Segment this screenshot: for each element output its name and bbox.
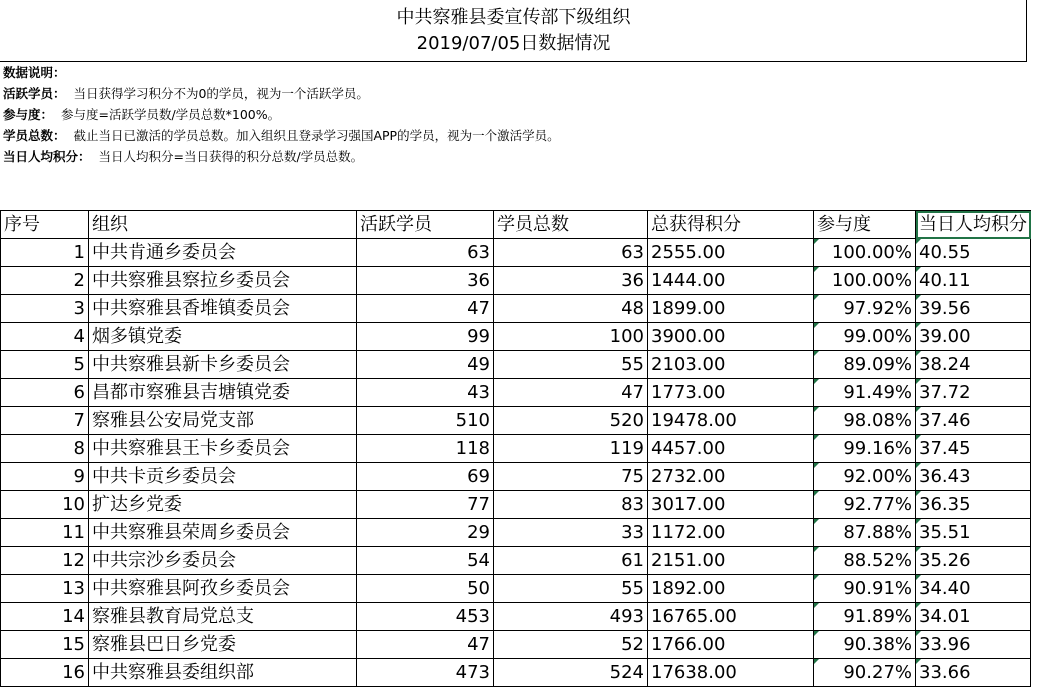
cell-org[interactable]: 中共察雅县香堆镇委员会 <box>89 295 357 323</box>
cell-active[interactable]: 36 <box>357 267 494 295</box>
cell-index[interactable]: 8 <box>1 435 89 463</box>
data-notes <box>3 62 560 167</box>
cell-avg[interactable]: 35.51 <box>916 519 1031 547</box>
cell-rate[interactable]: 88.52% <box>814 547 916 575</box>
cell-rate[interactable]: 87.88% <box>814 519 916 547</box>
col-header-points[interactable]: 总获得积分 <box>648 211 814 239</box>
cell-active[interactable]: 99 <box>357 323 494 351</box>
report-date: 2019/07/05日数据情况 <box>416 33 611 54</box>
cell-org[interactable]: 中共宗沙乡委员会 <box>89 547 357 575</box>
cell-total[interactable]: 493 <box>494 603 648 631</box>
cell-avg[interactable]: 40.55 <box>916 239 1031 267</box>
cell-active[interactable]: 49 <box>357 351 494 379</box>
cell-rate[interactable]: 91.49% <box>814 379 916 407</box>
cell-avg[interactable]: 37.72 <box>916 379 1031 407</box>
cell-total[interactable]: 33 <box>494 519 648 547</box>
cell-points[interactable]: 4457.00 <box>648 435 814 463</box>
note-participation: 参与度： 参与度=活跃学员数/学员总数*100%。 <box>3 107 281 122</box>
cell-index[interactable]: 1 <box>1 239 89 267</box>
cell-points[interactable]: 3017.00 <box>648 491 814 519</box>
cell-avg[interactable]: 36.43 <box>916 463 1031 491</box>
cell-index[interactable]: 13 <box>1 575 89 603</box>
table-row <box>1 463 1031 491</box>
cell-rate[interactable]: 92.77% <box>814 491 916 519</box>
cell-org[interactable]: 察雅县公安局党支部 <box>89 407 357 435</box>
cell-org[interactable]: 中共察雅县阿孜乡委员会 <box>89 575 357 603</box>
col-header-org[interactable]: 组织 <box>89 211 357 239</box>
cell-active[interactable]: 54 <box>357 547 494 575</box>
cell-rate[interactable]: 89.09% <box>814 351 916 379</box>
cell-avg[interactable]: 33.66 <box>916 659 1031 687</box>
cell-active[interactable]: 118 <box>357 435 494 463</box>
cell-active[interactable]: 43 <box>357 379 494 407</box>
cell-rate[interactable]: 99.16% <box>814 435 916 463</box>
cell-index[interactable]: 4 <box>1 323 89 351</box>
cell-index[interactable]: 14 <box>1 603 89 631</box>
cell-avg[interactable]: 40.11 <box>916 267 1031 295</box>
cell-total[interactable]: 75 <box>494 463 648 491</box>
cell-points[interactable]: 16765.00 <box>648 603 814 631</box>
table-row <box>1 491 1031 519</box>
cell-points[interactable]: 2732.00 <box>648 463 814 491</box>
cell-active[interactable]: 510 <box>357 407 494 435</box>
cell-active[interactable]: 69 <box>357 463 494 491</box>
note-avg: 当日人均积分： 当日人均积分=当日获得的积分总数/学员总数。 <box>3 149 364 164</box>
cell-total[interactable]: 55 <box>494 575 648 603</box>
cell-active[interactable]: 473 <box>357 659 494 687</box>
cell-avg[interactable]: 34.40 <box>916 575 1031 603</box>
table-row <box>1 631 1031 659</box>
cell-active[interactable]: 47 <box>357 631 494 659</box>
cell-active[interactable]: 47 <box>357 295 494 323</box>
cell-active[interactable]: 77 <box>357 491 494 519</box>
col-header-index[interactable]: 序号 <box>1 211 89 239</box>
cell-org[interactable]: 察雅县巴日乡党委 <box>89 631 357 659</box>
cell-total[interactable]: 119 <box>494 435 648 463</box>
cell-rate[interactable]: 91.89% <box>814 603 916 631</box>
table-row <box>1 575 1031 603</box>
data-table <box>0 210 1031 687</box>
cell-index[interactable]: 3 <box>1 295 89 323</box>
header-row <box>1 211 1031 239</box>
cell-points[interactable]: 2151.00 <box>648 547 814 575</box>
table-row <box>1 519 1031 547</box>
cell-points[interactable]: 2555.00 <box>648 239 814 267</box>
table-row <box>1 603 1031 631</box>
cell-rate[interactable]: 98.08% <box>814 407 916 435</box>
cell-avg[interactable]: 39.00 <box>916 323 1031 351</box>
cell-rate[interactable]: 90.38% <box>814 631 916 659</box>
cell-total[interactable]: 63 <box>494 239 648 267</box>
cell-index[interactable]: 16 <box>1 659 89 687</box>
table-row <box>1 659 1031 687</box>
cell-total[interactable]: 520 <box>494 407 648 435</box>
cell-avg[interactable]: 34.01 <box>916 603 1031 631</box>
cell-org[interactable]: 中共察雅县荣周乡委员会 <box>89 519 357 547</box>
table-row <box>1 379 1031 407</box>
note-active: 活跃学员： 当日获得学习积分不为0的学员，视为一个活跃学员。 <box>3 86 369 101</box>
col-header-total[interactable]: 学员总数 <box>494 211 648 239</box>
cell-total[interactable]: 47 <box>494 379 648 407</box>
cell-rate[interactable]: 90.27% <box>814 659 916 687</box>
col-header-avg-selected[interactable]: 当日人均积分 <box>916 211 1031 239</box>
table-row <box>1 323 1031 351</box>
cell-active[interactable]: 29 <box>357 519 494 547</box>
cell-active[interactable]: 63 <box>357 239 494 267</box>
cell-avg[interactable]: 33.96 <box>916 631 1031 659</box>
cell-rate[interactable]: 92.00% <box>814 463 916 491</box>
cell-rate[interactable]: 100.00% <box>814 239 916 267</box>
notes-heading: 数据说明： <box>3 65 66 80</box>
cell-rate[interactable]: 100.00% <box>814 267 916 295</box>
table-row <box>1 267 1031 295</box>
col-header-rate[interactable]: 参与度 <box>814 211 916 239</box>
cell-org[interactable]: 昌都市察雅县吉塘镇党委 <box>89 379 357 407</box>
cell-points[interactable]: 19478.00 <box>648 407 814 435</box>
report-title: 中共察雅县委宣传部下级组织 <box>396 7 631 28</box>
cell-org[interactable]: 中共察雅县委组织部 <box>89 659 357 687</box>
cell-avg[interactable]: 37.45 <box>916 435 1031 463</box>
table-row <box>1 407 1031 435</box>
table-row <box>1 547 1031 575</box>
cell-index[interactable]: 11 <box>1 519 89 547</box>
cell-rate[interactable]: 99.00% <box>814 323 916 351</box>
col-header-active[interactable]: 活跃学员 <box>357 211 494 239</box>
cell-org[interactable]: 中共察雅县新卡乡委员会 <box>89 351 357 379</box>
cell-points[interactable]: 1773.00 <box>648 379 814 407</box>
cell-index[interactable]: 10 <box>1 491 89 519</box>
table-row <box>1 435 1031 463</box>
cell-active[interactable]: 50 <box>357 575 494 603</box>
cell-points[interactable]: 1444.00 <box>648 267 814 295</box>
cell-index[interactable]: 15 <box>1 631 89 659</box>
cell-index[interactable]: 5 <box>1 351 89 379</box>
table-row <box>1 351 1031 379</box>
cell-avg[interactable]: 37.46 <box>916 407 1031 435</box>
cell-avg[interactable]: 36.35 <box>916 491 1031 519</box>
report-title-block <box>0 0 1027 62</box>
cell-org[interactable]: 中共察雅县察拉乡委员会 <box>89 267 357 295</box>
cell-index[interactable]: 7 <box>1 407 89 435</box>
cell-avg[interactable]: 35.26 <box>916 547 1031 575</box>
cell-index[interactable]: 9 <box>1 463 89 491</box>
table-row <box>1 239 1031 267</box>
cell-org[interactable]: 中共肯通乡委员会 <box>89 239 357 267</box>
table-row <box>1 295 1031 323</box>
cell-org[interactable]: 扩达乡党委 <box>89 491 357 519</box>
cell-points[interactable]: 17638.00 <box>648 659 814 687</box>
cell-total[interactable]: 52 <box>494 631 648 659</box>
cell-index[interactable]: 2 <box>1 267 89 295</box>
cell-org[interactable]: 察雅县教育局党总支 <box>89 603 357 631</box>
cell-points[interactable]: 2103.00 <box>648 351 814 379</box>
cell-org[interactable]: 中共卡贡乡委员会 <box>89 463 357 491</box>
cell-total[interactable]: 524 <box>494 659 648 687</box>
cell-points[interactable]: 1892.00 <box>648 575 814 603</box>
cell-active[interactable]: 453 <box>357 603 494 631</box>
cell-avg[interactable]: 38.24 <box>916 351 1031 379</box>
cell-org[interactable]: 烟多镇党委 <box>89 323 357 351</box>
cell-org[interactable]: 中共察雅县王卡乡委员会 <box>89 435 357 463</box>
cell-total[interactable]: 36 <box>494 267 648 295</box>
cell-total[interactable]: 55 <box>494 351 648 379</box>
cell-total[interactable]: 48 <box>494 295 648 323</box>
cell-points[interactable]: 1766.00 <box>648 631 814 659</box>
cell-points[interactable]: 3900.00 <box>648 323 814 351</box>
cell-points[interactable]: 1172.00 <box>648 519 814 547</box>
cell-total[interactable]: 100 <box>494 323 648 351</box>
note-total: 学员总数： 截止当日已激活的学员总数。加入组织且登录学习强国APP的学员，视为一个激活学员。 <box>3 128 560 143</box>
cell-index[interactable]: 12 <box>1 547 89 575</box>
cell-rate[interactable]: 97.92% <box>814 295 916 323</box>
cell-points[interactable]: 1899.00 <box>648 295 814 323</box>
cell-avg[interactable]: 39.56 <box>916 295 1031 323</box>
cell-rate[interactable]: 90.91% <box>814 575 916 603</box>
cell-total[interactable]: 61 <box>494 547 648 575</box>
cell-total[interactable]: 83 <box>494 491 648 519</box>
cell-index[interactable]: 6 <box>1 379 89 407</box>
